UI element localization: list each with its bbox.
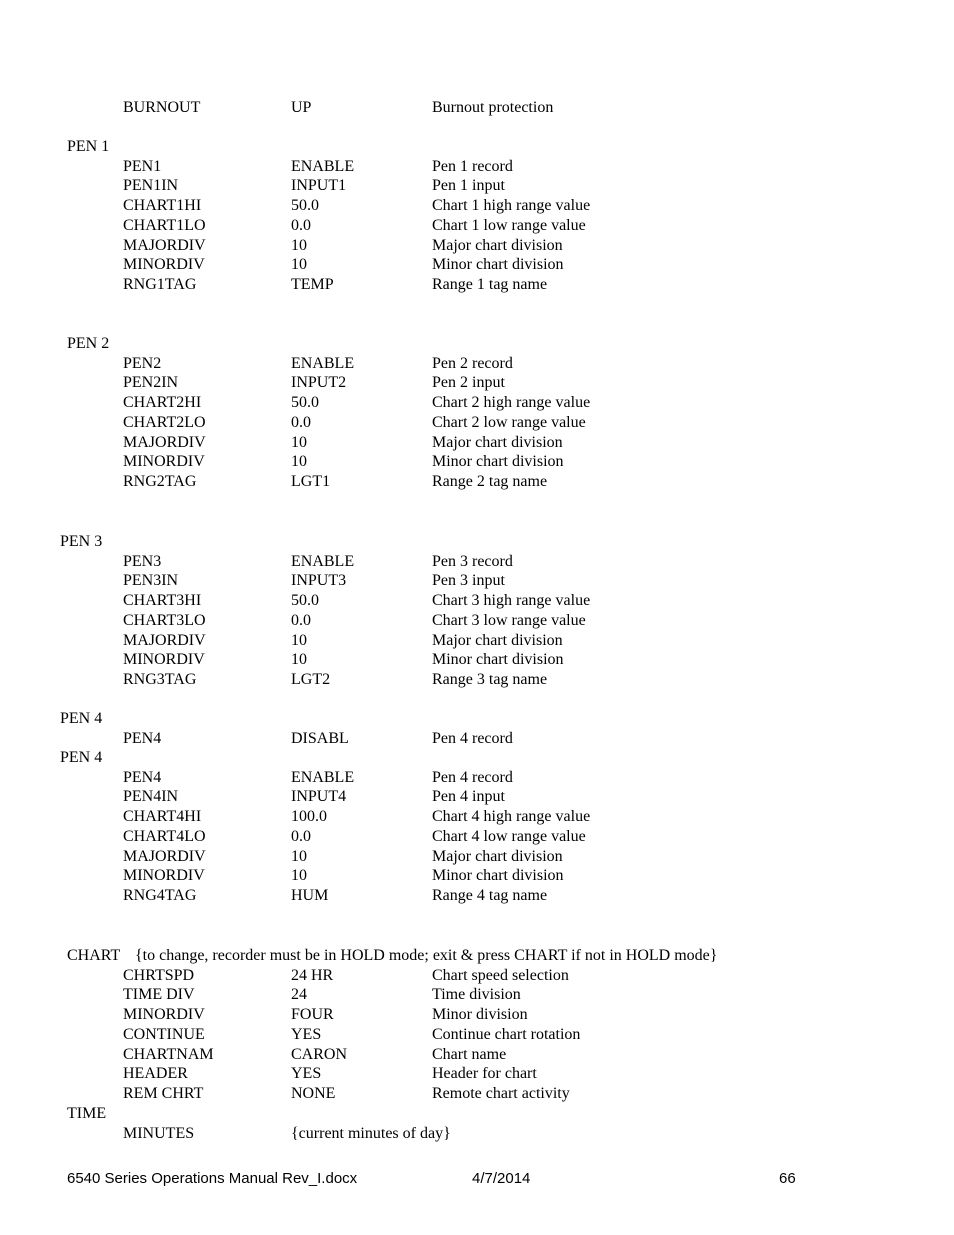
param-value: FOUR	[291, 1006, 334, 1024]
param-description: Chart name	[432, 1045, 507, 1063]
section-header	[0, 334, 954, 354]
param-name: TIME DIV	[123, 986, 195, 1004]
param-name: PEN2	[123, 354, 162, 372]
burnout-row	[0, 98, 954, 118]
param-name: CHART1LO	[123, 216, 206, 234]
param-name: PEN1	[123, 157, 162, 175]
section-title: CHART	[67, 947, 121, 964]
param-name: PEN4IN	[123, 788, 179, 806]
param-description: Chart 1 low range value	[432, 216, 586, 234]
param-name: RNG4TAG	[123, 886, 197, 904]
param-value: INPUT1	[291, 177, 347, 195]
param-value: 24	[291, 986, 307, 1004]
param-value: 0.0	[291, 827, 311, 845]
param-value: ENABLE	[291, 768, 355, 786]
page-footer	[0, 1169, 954, 1189]
footer-date: 4/7/2014	[472, 1170, 531, 1187]
param-value: LGT1	[291, 472, 331, 490]
param-row	[0, 1064, 954, 1084]
param-description: Range 4 tag name	[432, 886, 548, 904]
param-row	[0, 176, 954, 196]
param-row	[0, 1005, 954, 1025]
param-row	[0, 552, 954, 572]
section-title: PEN 4	[60, 749, 103, 766]
param-value: ENABLE	[291, 552, 355, 570]
param-name: MINUTES	[123, 1124, 195, 1142]
param-name: CHART4HI	[123, 808, 202, 826]
param-name: MAJORDIV	[123, 631, 206, 649]
param-row	[0, 847, 954, 867]
param-value: TEMP	[291, 275, 334, 293]
param-name: HEADER	[123, 1065, 188, 1083]
param-row	[0, 729, 954, 749]
param-value: 50.0	[291, 197, 319, 215]
section-header	[0, 137, 954, 157]
param-description: Major chart division	[432, 433, 563, 451]
param-value: 10	[291, 256, 307, 274]
param-row	[0, 452, 954, 472]
param-description: Minor chart division	[432, 256, 564, 274]
param-row	[0, 807, 954, 827]
param-row	[0, 216, 954, 236]
param-value: 100.0	[291, 808, 327, 826]
param-row	[0, 827, 954, 847]
param-row	[0, 966, 954, 986]
param-name: RNG1TAG	[123, 275, 197, 293]
param-description: Pen 4 input	[432, 788, 505, 806]
param-name: MAJORDIV	[123, 236, 206, 254]
param-name: PEN2IN	[123, 374, 179, 392]
section-title: PEN 4	[60, 710, 103, 727]
param-description: Chart 3 low range value	[432, 611, 586, 629]
section-title: PEN 3	[60, 533, 103, 550]
param-description: Pen 3 input	[432, 572, 505, 590]
param-row	[0, 354, 954, 374]
param-row	[0, 1025, 954, 1045]
param-description: Range 3 tag name	[432, 670, 548, 688]
param-value: DISABL	[291, 729, 349, 747]
section-title: PEN 2	[67, 335, 110, 352]
param-value: 10	[291, 453, 307, 471]
param-name: PEN3	[123, 552, 162, 570]
param-description: Pen 4 record	[432, 729, 513, 747]
param-row	[0, 236, 954, 256]
param-description: Pen 2 input	[432, 374, 505, 392]
param-value: HUM	[291, 886, 329, 904]
param-row	[0, 255, 954, 275]
section-title: PEN 1	[67, 138, 110, 155]
param-name: CHART2LO	[123, 413, 206, 431]
param-description: Range 2 tag name	[432, 472, 548, 490]
section-header	[0, 532, 954, 552]
param-value: 10	[291, 631, 307, 649]
param-row	[0, 650, 954, 670]
param-row	[0, 787, 954, 807]
param-row	[0, 571, 954, 591]
param-value: UP	[291, 99, 312, 116]
param-row	[0, 768, 954, 788]
param-value: 10	[291, 236, 307, 254]
param-description: Pen 1 input	[432, 177, 505, 195]
section-title: TIME	[67, 1105, 107, 1122]
param-name: RNG2TAG	[123, 472, 197, 490]
section-note: {to change, recorder must be in HOLD mode; exit & press CHART if not in HOLD mode}	[135, 947, 718, 964]
param-description: Chart 4 high range value	[432, 808, 591, 826]
param-description: Major chart division	[432, 631, 563, 649]
footer-page-number: 66	[779, 1170, 796, 1187]
param-description: Chart 4 low range value	[432, 827, 586, 845]
param-description: Remote chart activity	[432, 1084, 570, 1102]
param-description: Pen 1 record	[432, 157, 513, 175]
param-name: PEN4	[123, 768, 162, 786]
param-value: 10	[291, 847, 307, 865]
param-row	[0, 472, 954, 492]
section-header	[0, 709, 954, 729]
param-description: Burnout protection	[432, 99, 554, 116]
param-row	[0, 157, 954, 177]
param-row	[0, 611, 954, 631]
param-row	[0, 433, 954, 453]
param-name: CHART1HI	[123, 197, 202, 215]
param-name: CHART3LO	[123, 611, 206, 629]
param-value: {current minutes of day}	[291, 1124, 451, 1142]
param-name: CHARTNAM	[123, 1045, 214, 1063]
param-name: RNG3TAG	[123, 670, 197, 688]
param-description: Header for chart	[432, 1065, 537, 1083]
param-name: CONTINUE	[123, 1025, 205, 1043]
param-name: MINORDIV	[123, 453, 205, 471]
param-name: MINORDIV	[123, 651, 205, 669]
param-name: MINORDIV	[123, 256, 205, 274]
param-name: CHRTSPD	[123, 966, 195, 984]
param-value: CARON	[291, 1045, 348, 1063]
param-value: 0.0	[291, 413, 311, 431]
param-row	[0, 393, 954, 413]
param-description: Minor chart division	[432, 867, 564, 885]
param-value: ENABLE	[291, 354, 355, 372]
param-value: 10	[291, 651, 307, 669]
param-description: Minor division	[432, 1006, 528, 1024]
param-row	[0, 413, 954, 433]
param-value: 50.0	[291, 394, 319, 412]
param-name: PEN4	[123, 729, 162, 747]
param-row	[0, 196, 954, 216]
param-name: MINORDIV	[123, 1006, 205, 1024]
param-description: Chart 2 high range value	[432, 394, 591, 412]
param-value: 10	[291, 433, 307, 451]
param-value: LGT2	[291, 670, 331, 688]
param-description: Pen 3 record	[432, 552, 513, 570]
param-value: INPUT3	[291, 572, 347, 590]
param-description: Minor chart division	[432, 651, 564, 669]
param-name: PEN1IN	[123, 177, 179, 195]
section-header	[0, 946, 954, 966]
param-description: Time division	[432, 986, 521, 1004]
param-name: BURNOUT	[123, 99, 201, 116]
param-value: 50.0	[291, 592, 319, 610]
param-description: Major chart division	[432, 236, 563, 254]
param-value: INPUT2	[291, 374, 347, 392]
param-description: Continue chart rotation	[432, 1025, 581, 1043]
param-row	[0, 631, 954, 651]
param-description: Pen 4 record	[432, 768, 513, 786]
param-description: Range 1 tag name	[432, 275, 548, 293]
param-name: REM CHRT	[123, 1084, 204, 1102]
param-row	[0, 275, 954, 295]
param-value: YES	[291, 1025, 322, 1043]
param-row	[0, 1084, 954, 1104]
param-description: Chart speed selection	[432, 966, 569, 984]
section-header	[0, 748, 954, 768]
param-value: ENABLE	[291, 157, 355, 175]
param-name: MINORDIV	[123, 867, 205, 885]
section-header	[0, 1104, 954, 1124]
param-row	[0, 373, 954, 393]
param-value: 24 HR	[291, 966, 334, 984]
param-row	[0, 886, 954, 906]
param-description: Major chart division	[432, 847, 563, 865]
param-value: 10	[291, 867, 307, 885]
param-name: CHART4LO	[123, 827, 206, 845]
param-row	[0, 866, 954, 886]
param-value: YES	[291, 1065, 322, 1083]
param-row	[0, 670, 954, 690]
param-description: Pen 2 record	[432, 354, 513, 372]
param-value: INPUT4	[291, 788, 347, 806]
param-name: CHART2HI	[123, 394, 202, 412]
param-name: MAJORDIV	[123, 433, 206, 451]
param-row	[0, 985, 954, 1005]
param-description: Minor chart division	[432, 453, 564, 471]
param-description: Chart 1 high range value	[432, 197, 591, 215]
footer-filename: 6540 Series Operations Manual Rev_I.docx	[67, 1170, 358, 1187]
param-row	[0, 1124, 954, 1144]
param-row	[0, 591, 954, 611]
param-name: MAJORDIV	[123, 847, 206, 865]
param-name: PEN3IN	[123, 572, 179, 590]
param-description: Chart 2 low range value	[432, 413, 586, 431]
param-value: NONE	[291, 1084, 336, 1102]
param-value: 0.0	[291, 216, 311, 234]
param-value: 0.0	[291, 611, 311, 629]
param-row	[0, 1045, 954, 1065]
param-name: CHART3HI	[123, 592, 202, 610]
param-description: Chart 3 high range value	[432, 592, 591, 610]
